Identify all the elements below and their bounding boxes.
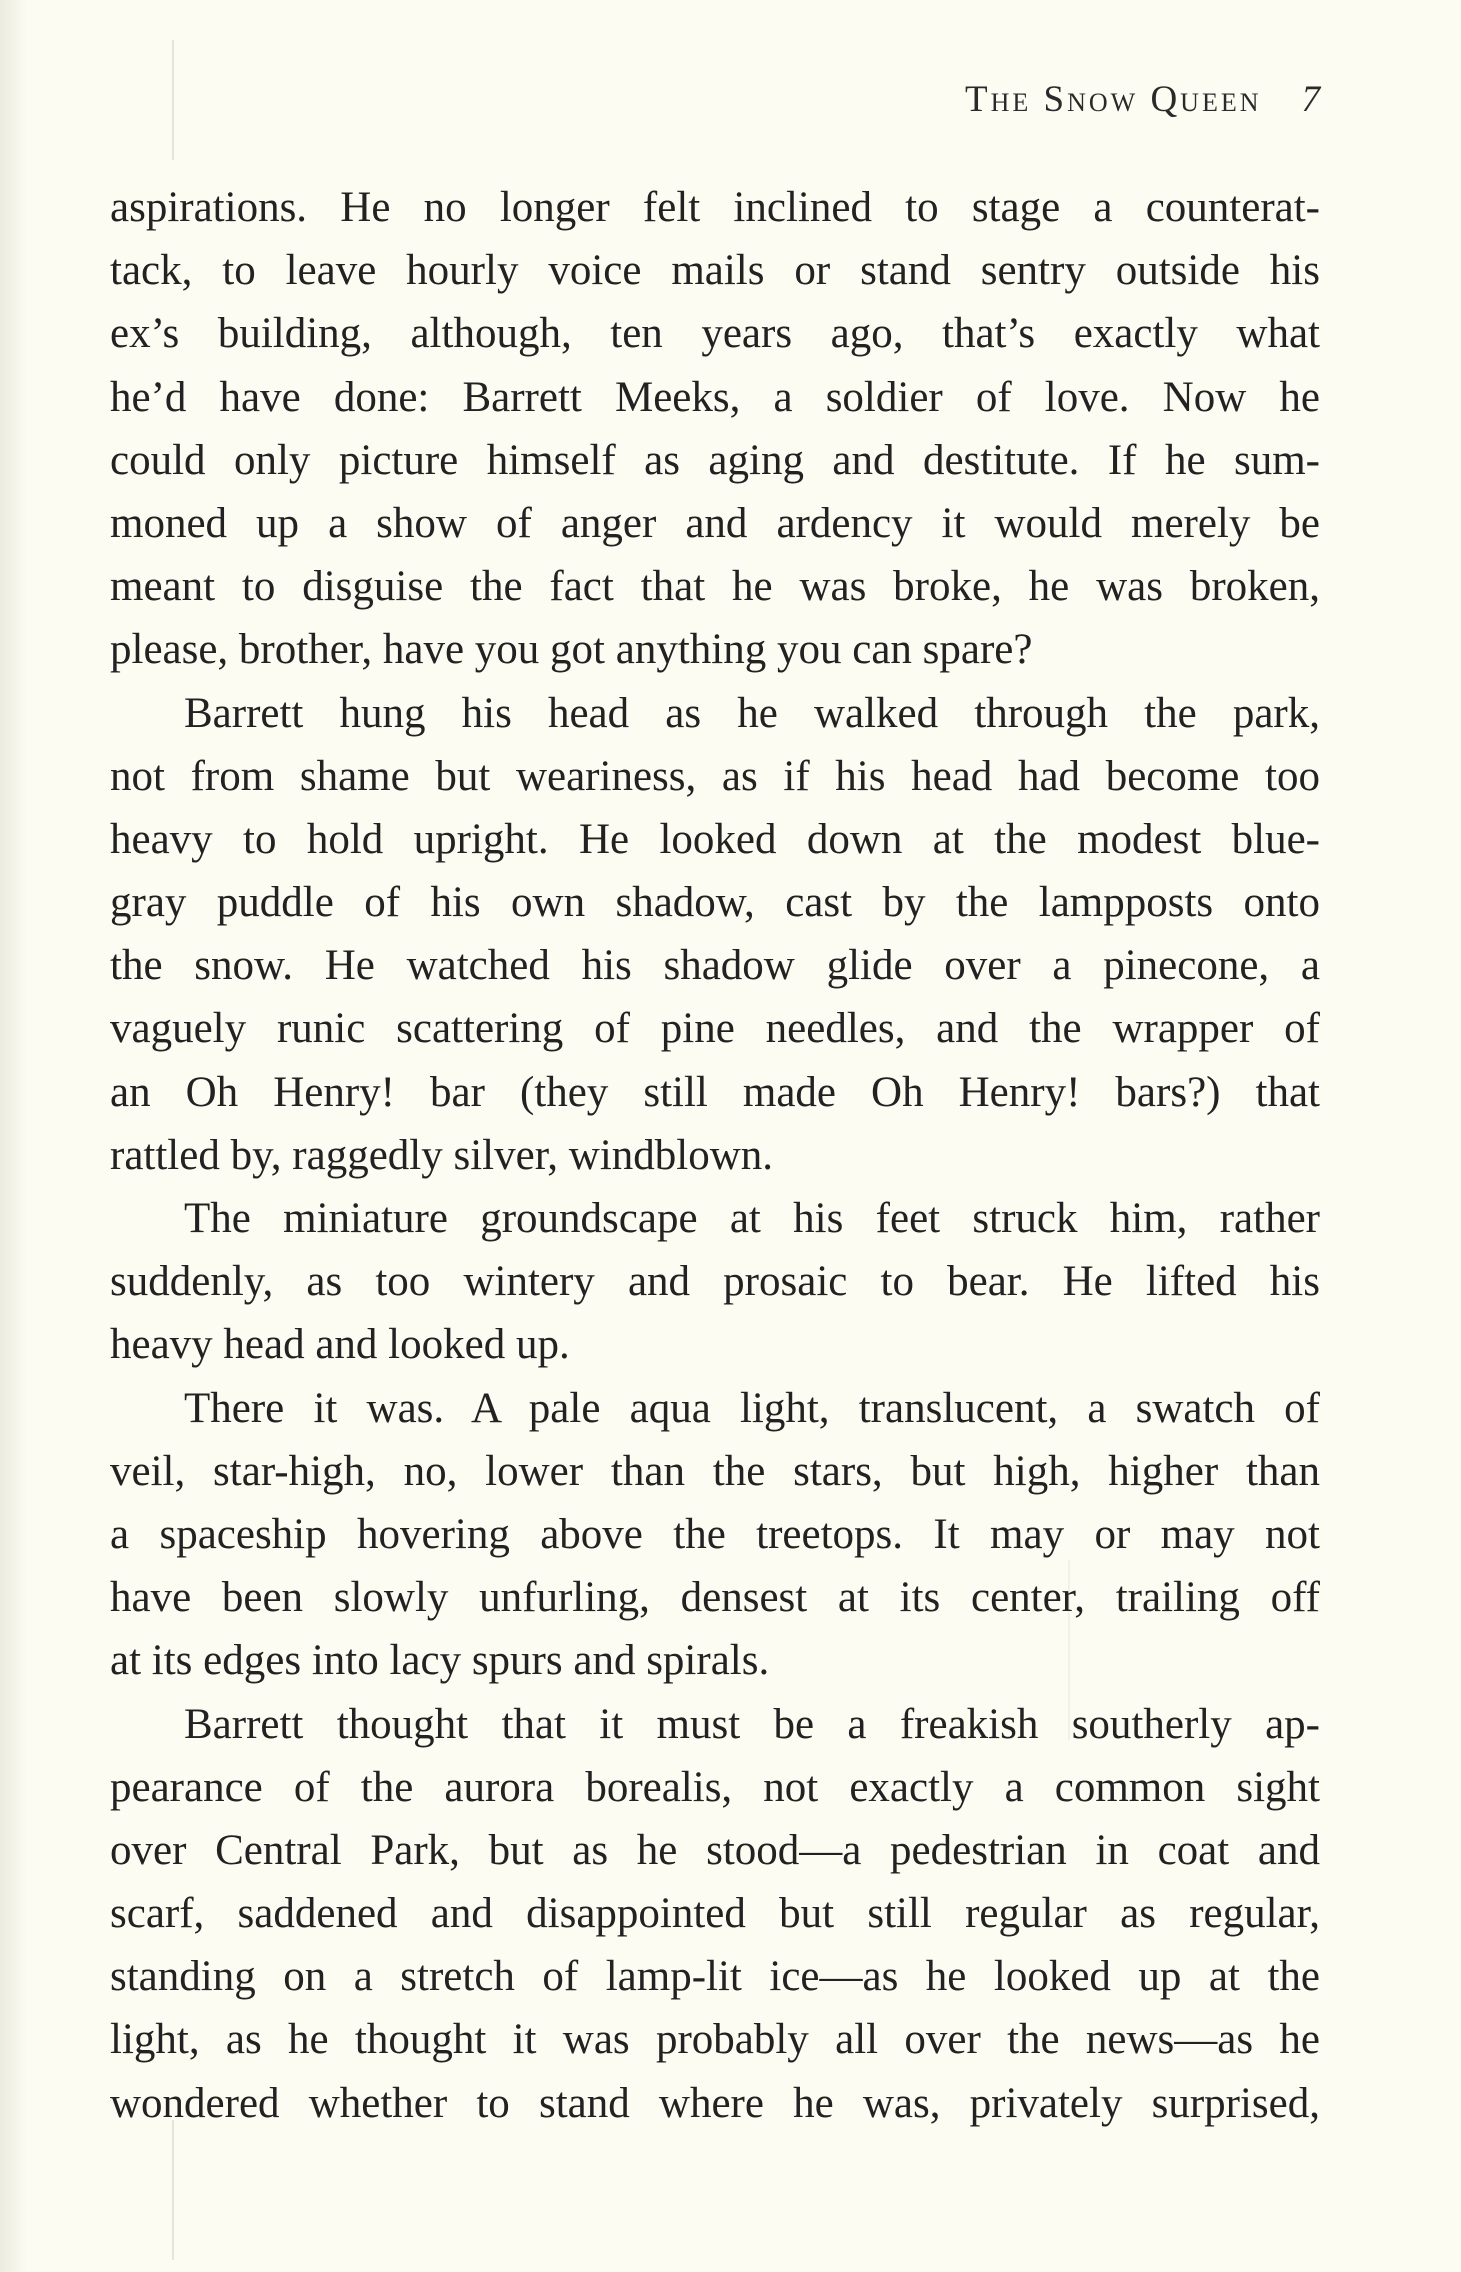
text-line: not from shame but weariness, as if his head had become too: [110, 752, 1320, 800]
text-line: the snow. He watched his shadow glide over a pinecone, a: [110, 942, 1320, 990]
running-head: [600, 78, 1320, 138]
text-line: meant to disguise the fact that he was broke, he was broken,: [110, 563, 1320, 611]
text-line: There it was. A pale aqua light, translucent, a swatch of: [184, 1384, 1320, 1432]
text-line: an Oh Henry! bar (they still made Oh Henry! bars?) that: [110, 1068, 1320, 1116]
text-line: ex’s building, although, ten years ago, that’s exactly what: [110, 310, 1320, 358]
text-line: a spaceship hovering above the treetops. It may or may not: [110, 1510, 1320, 1558]
text-line: Barrett hung his head as he walked through the park,: [184, 689, 1320, 737]
text-line: aspirations. He no longer felt inclined to stage a counterat-: [110, 184, 1320, 231]
text-line: moned up a show of anger and ardency it would merely be: [110, 499, 1320, 547]
text-line: at its edges into lacy spurs and spirals.: [110, 1637, 770, 1685]
page-number: 7: [1301, 79, 1320, 120]
text-line: gray puddle of his own shadow, cast by the lampposts onto: [110, 879, 1320, 927]
text-line: he’d have done: Barrett Meeks, a soldier of love. Now he: [110, 373, 1320, 421]
text-line: could only picture himself as aging and destitute. If he sum-: [110, 436, 1320, 484]
text-line: have been slowly unfurling, densest at its center, trailing off: [110, 1574, 1320, 1622]
text-line: light, as he thought it was probably all over the news—as he: [110, 2016, 1320, 2064]
gutter-shadow: [0, 0, 28, 2272]
text-line: please, brother, have you got anything you can spare?: [110, 626, 1033, 674]
text-line: wondered whether to stand where he was, privately surprised,: [110, 2079, 1320, 2127]
text-line: The miniature groundscape at his feet struck him, rather: [184, 1195, 1320, 1242]
running-head-title: The Snow Queen: [965, 79, 1262, 120]
text-line: vaguely runic scattering of pine needles, and the wrapper of: [110, 1005, 1320, 1053]
text-line: standing on a stretch of lamp-lit ice—as he looked up at the: [110, 1953, 1320, 2001]
text-line: scarf, saddened and disappointed but still regular as regular,: [110, 1890, 1320, 1938]
text-line: pearance of the aurora borealis, not exactly a common sight: [110, 1763, 1320, 1811]
scan-artifact-line: [172, 2120, 174, 2260]
text-line: rattled by, raggedly silver, windblown.: [110, 1131, 774, 1179]
text-line: tack, to leave hourly voice mails or stand sentry outside his: [110, 247, 1320, 295]
scan-artifact-line: [172, 40, 174, 160]
text-line: veil, star-high, no, lower than the stars, but high, higher than: [110, 1447, 1320, 1495]
text-line: heavy head and looked up.: [110, 1321, 570, 1369]
text-line: over Central Park, but as he stood—a pedestrian in coat and: [110, 1826, 1320, 1874]
text-line: Barrett thought that it must be a freakish southerly ap-: [184, 1700, 1320, 1748]
text-line: suddenly, as too wintery and prosaic to bear. He lifted his: [110, 1258, 1320, 1306]
body-text: [110, 176, 1320, 2135]
text-line: heavy to hold upright. He looked down at the modest blue-: [110, 815, 1320, 863]
